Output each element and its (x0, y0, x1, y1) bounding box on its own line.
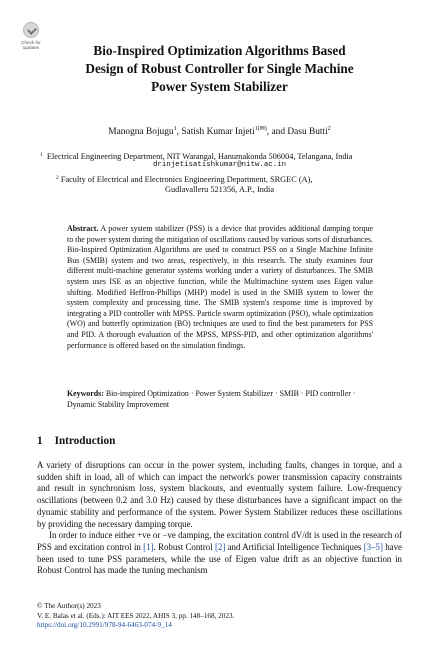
section-number: 1 (37, 435, 43, 447)
title-line-3: Power System Stabilizer (151, 79, 288, 94)
paragraph-2-part-a: In order to induce either +ve or −ve damping, the excitation control dV/dt is used in the research of PSS and excitation control in (37, 530, 402, 552)
author-list (20, 125, 419, 137)
paragraph-2-part-d: have been used to tune PSS parameters, while the use of Eigen value drift as an objective function in Robust Control has made the tuning mechanism (37, 541, 402, 576)
affiliation-text: Electrical Engineering Department, NIT Warangal, Hanumakonda 506004, Telangana, India (46, 152, 353, 161)
author-email[interactable]: drinjetisatishkumar@nitw.ac.in (152, 161, 287, 169)
badge-label-line2: updates (22, 45, 40, 50)
author-name: Dasu Butti (287, 127, 328, 137)
badge-label-line1: Check for (21, 40, 41, 45)
footer-citation: V. E. Balas et al. (Eds.): AIT EES 2022, AHIS 3, pp. 148–168, 2023. (37, 611, 235, 620)
keywords-label: Keywords: (67, 389, 104, 398)
affiliation-mark: 2 (56, 175, 59, 181)
abstract (67, 224, 373, 351)
section-heading (37, 435, 115, 447)
paragraph-2 (37, 530, 402, 577)
abstract-label: Abstract. (67, 224, 99, 233)
paragraph-2-part-b: . Robust Control (153, 541, 215, 552)
keywords-text: Bio-inspired Optimization · Power System Stabilizer · SMIB · PID controller · Dynamic Stability Improvement (67, 389, 356, 409)
footer-copyright: © The Author(s) 2023 (37, 602, 101, 610)
author-name: Satish Kumar Injeti (181, 127, 255, 137)
check-updates-icon (23, 22, 39, 38)
title-line-2: Design of Robust Controller for Single Machine (85, 61, 354, 76)
affiliation-2-line-2: Gudlavalleru 521356, A.P., India (165, 185, 274, 194)
title-line-1: Bio-Inspired Optimization Algorithms Based (93, 43, 346, 58)
author-affiliation-mark[interactable]: 1(✉) (254, 126, 267, 132)
paper-title (40, 42, 399, 96)
section-title: Introduction (54, 435, 116, 447)
abstract-text: A power system stabilizer (PSS) is a device that provides additional damping torque to the power system during the mitigation of oscillations caused by various sorts of disturbances. Bio-Inspired Optimization Algorithms are used to construct PSS on a Single Machine Infinite Bus (SMIB) system and two areas, respectively, in this research. The study examines four different multi-machine generator systems working under a variety of disturbances. The SMIB system uses ISE as an objective function, while the Multimachine system uses Eigen value shifting. Modified Heffron-Phillips (MHP) model is used in the SMIB system to lower the system complexity and processing time. The SMIB system's response time is improved by integrating a PID controller with MPSS. Particle swarm optimization (PSO), whale optimization (WO) and butterfly optimization (BO) techniques are used to find the best parameters for PSS and PID. A thorough evaluation of the MPSS, MPSS-PID, and other optimization algorithms' performance is offered based on the simulation findings. (67, 224, 373, 350)
page-footer (37, 602, 402, 631)
author-affiliation-mark: 1 (173, 126, 177, 132)
affiliation-2 (56, 173, 312, 186)
affiliation-mark: 1 (40, 152, 43, 158)
citation-link[interactable]: [2] (214, 541, 226, 552)
paragraph-2-part-c: and Artificial Intelligence Techniques (225, 541, 364, 552)
paragraph-1: A variety of disruptions can occur in the power system, including faults, changes in torque, and a sudden shift in load, all of which can impact the network's power transmission capacity constraints and result in synchronism loss, system blackouts, and eventually system failure. Low-frequency oscillations (between 0.2 and 3.0 Hz) caused by these disturbances have a significant impact on the dynamic stability and performance of the system. Power System Stabilizer reduces these oscillations by providing the necessary damping torque. (37, 460, 402, 529)
citation-link[interactable]: [1] (143, 541, 154, 552)
affiliation-text: Faculty of Electrical and Electronics Engineering Department, SRGEC (A), (60, 175, 313, 184)
body-text (37, 460, 402, 577)
keywords (67, 389, 373, 410)
author-affiliation-mark: 2 (327, 126, 331, 132)
doi-link[interactable]: https://doi.org/10.2991/978-94-6463-074-9_14 (37, 621, 172, 630)
author-name: Manogna Bojugu (108, 127, 174, 137)
author-separator: , (176, 127, 182, 137)
citation-link[interactable]: [3–5] (363, 541, 383, 552)
author-separator: , and (266, 127, 288, 137)
